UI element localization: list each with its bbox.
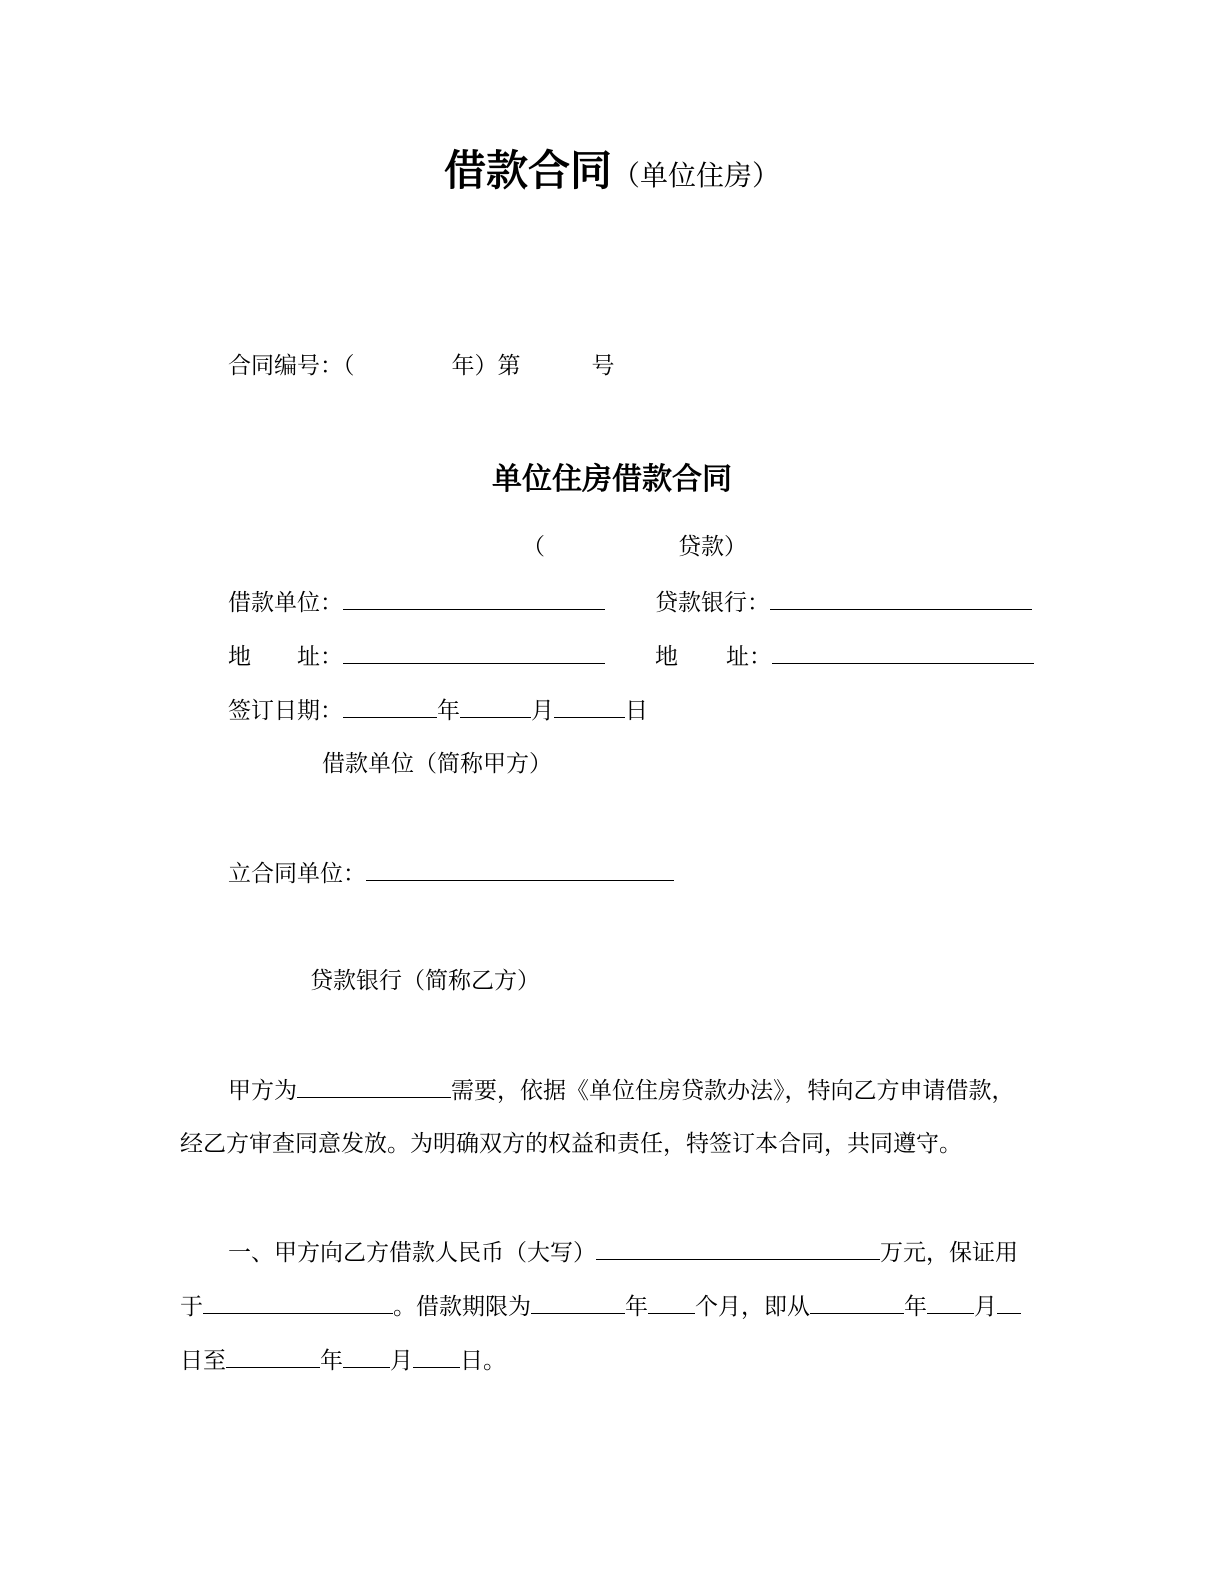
borrower-address-row xyxy=(228,641,605,672)
party-a-label: 借款单位（简称甲方） xyxy=(322,751,552,777)
clause1-suffix: 万元，保证用 xyxy=(880,1240,1018,1266)
term-year-label: 年 xyxy=(625,1294,648,1320)
borrower-blank[interactable] xyxy=(343,587,605,610)
clause1-prefix: 一、甲方向乙方借款人民币（大写） xyxy=(228,1240,596,1266)
document-title xyxy=(0,143,1224,204)
bank-label: 贷款银行： xyxy=(655,590,770,616)
para1-prefix: 甲方为 xyxy=(228,1078,297,1104)
loan-type-open: （ xyxy=(522,534,545,560)
party-b-label: 贷款银行（简称乙方） xyxy=(310,968,540,994)
address-label-char1: 地 xyxy=(228,644,251,670)
loan-type-line xyxy=(522,532,747,562)
term-months-label: 个月，即从 xyxy=(695,1294,810,1320)
clause1-line3 xyxy=(180,1345,506,1376)
sign-year-label: 年 xyxy=(437,698,460,724)
para1-line1 xyxy=(228,1075,1015,1106)
start-month-blank[interactable] xyxy=(927,1291,974,1314)
end-month-blank[interactable] xyxy=(343,1345,390,1368)
end-day-blank[interactable] xyxy=(413,1345,460,1368)
contract-number-label: 合同编号：（ xyxy=(228,353,355,379)
para1-line2: 经乙方审查同意发放。为明确双方的权益和责任，特签订本合同，共同遵守。 xyxy=(180,1131,962,1157)
loan-type-close: 贷款） xyxy=(678,534,747,560)
address-label-char1: 地 xyxy=(655,644,678,670)
title-subtitle: （单位住房） xyxy=(612,159,781,192)
sign-day-label: 日 xyxy=(625,698,648,724)
amount-blank[interactable] xyxy=(596,1237,880,1260)
borrower-address-blank[interactable] xyxy=(343,641,605,664)
term-month-blank[interactable] xyxy=(648,1291,695,1314)
end-year-label: 年 xyxy=(320,1348,343,1374)
end-year-blank[interactable] xyxy=(226,1345,320,1368)
bank-address-blank[interactable] xyxy=(772,641,1034,664)
sign-month-blank[interactable] xyxy=(460,695,531,718)
bank-address-row xyxy=(655,641,1034,672)
contract-number-year: 年）第 xyxy=(451,353,521,379)
para1-rest: 需要，依据《单位住房贷款办法》，特向乙方申请借款， xyxy=(451,1078,1015,1104)
contract-number-no: 号 xyxy=(591,353,615,379)
clause1-line3-prefix: 日至 xyxy=(180,1348,226,1374)
start-year-label: 年 xyxy=(904,1294,927,1320)
borrower-row xyxy=(228,587,605,618)
term-year-blank[interactable] xyxy=(531,1291,625,1314)
clause1-line2-prefix: 于 xyxy=(180,1294,203,1320)
start-month-label: 月 xyxy=(974,1294,997,1320)
address-label-char2: 址： xyxy=(297,644,343,670)
loan-term-label: 。借款期限为 xyxy=(393,1294,531,1320)
clause1-line2 xyxy=(180,1291,1021,1322)
sign-month-label: 月 xyxy=(531,698,554,724)
contract-unit-label: 立合同单位： xyxy=(228,861,366,887)
contract-number-line xyxy=(228,351,615,381)
contract-unit-row xyxy=(228,858,674,889)
sign-date-row xyxy=(228,695,648,726)
end-day-label: 日。 xyxy=(460,1348,506,1374)
sign-day-blank[interactable] xyxy=(554,695,625,718)
title-main-text: 借款合同 xyxy=(443,146,612,195)
sign-year-blank[interactable] xyxy=(343,695,437,718)
start-day-blank[interactable] xyxy=(997,1291,1021,1314)
start-year-blank[interactable] xyxy=(810,1291,904,1314)
clause1-line1 xyxy=(228,1237,1018,1268)
end-month-label: 月 xyxy=(390,1348,413,1374)
borrower-label: 借款单位： xyxy=(228,590,343,616)
bank-row xyxy=(655,587,1032,618)
usage-blank[interactable] xyxy=(203,1291,393,1314)
contract-heading: 单位住房借款合同 xyxy=(492,462,732,497)
bank-blank[interactable] xyxy=(770,587,1032,610)
sign-date-label: 签订日期： xyxy=(228,698,343,724)
purpose-blank[interactable] xyxy=(297,1075,451,1098)
contract-unit-blank[interactable] xyxy=(366,858,674,881)
address-label-char2: 址： xyxy=(726,644,772,670)
